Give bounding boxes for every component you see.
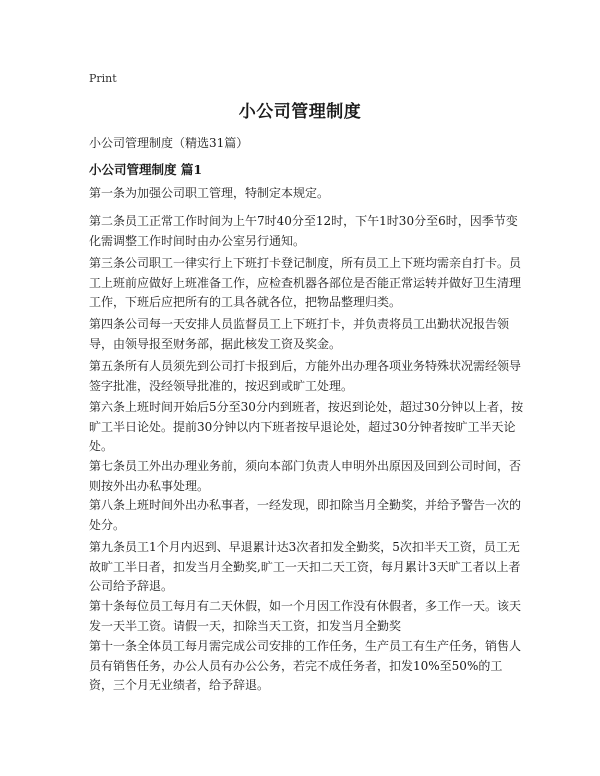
paragraph: 第十一条全体员工每月需完成公司安排的工作任务，生产员工有生产任务，销售人员有销售任务，办公人员有办公公务，若完不成任务者，扣发10%至50%的工资，三个月无业绩者，给予辞退。 xyxy=(89,639,522,692)
paragraph: 第八条上班时间外出办私事者，一经发现，即扣除当月全勤奖，并给予警告一次的处分。 xyxy=(89,498,522,532)
subtitle: 小公司管理制度（精选31篇） xyxy=(89,136,249,150)
paragraph: 第六条上班时间开始后5分至30分内到班者，按迟到论处，超过30分钟以上者，按旷工半日论处。提前30分钟以内下班者按早退论处，超过30分钟者按旷工半天论处。 xyxy=(89,400,524,453)
paragraph: 第一条为加强公司职工管理，特制定本规定。 xyxy=(89,186,330,200)
paragraph: 第七条员工外出办理业务前，须向本部门负责人申明外出原因及回到公司时间，否则按外出办私事处理。 xyxy=(89,459,522,493)
paragraph: 第二条员工正常工作时间为上午7时40分至12时，下午1时30分至6时，因季节变化需调整工作时间时由办公室另行通知。 xyxy=(89,214,518,248)
paragraph: 第三条公司职工一律实行上下班打卡登记制度，所有员工上下班均需亲自打卡。员工上班前应做好上班准备工作，应检查机器各部位是否能正常运转并做好卫生清理工作，下班后应把所有的工具各就各位，把物品整理归类。 xyxy=(89,256,522,309)
paragraph: 第四条公司每一天安排人员监督员工上下班打卡，并负责将员工出勤状况报告领导，由领导报至财务部，据此核发工资及奖金。 xyxy=(89,317,510,351)
page-title: 小公司管理制度 xyxy=(238,102,362,122)
print-label[interactable]: Print xyxy=(89,72,117,85)
paragraph: 第五条所有人员须先到公司打卡报到后，方能外出办理各项业务特殊状况需经领导签字批准，没经领导批准的，按迟到或旷工处理。 xyxy=(89,359,522,393)
paragraph: 第十条每位员工每月有二天休假，如一个月因工作没有休假者，多工作一天。该天发一天半工资。请假一天，扣除当天工资，扣发当月全勤奖 xyxy=(89,599,522,633)
section-heading: 小公司管理制度 篇1 xyxy=(89,162,203,177)
paragraph: 第九条员工1个月内迟到、早退累计达3次者扣发全勤奖，5次扣半天工资，员工无故旷工半日者，扣发当月全勤奖,旷工一天扣二天工资，每月累计3天旷工者以上者公司给予辞退。 xyxy=(89,540,521,593)
